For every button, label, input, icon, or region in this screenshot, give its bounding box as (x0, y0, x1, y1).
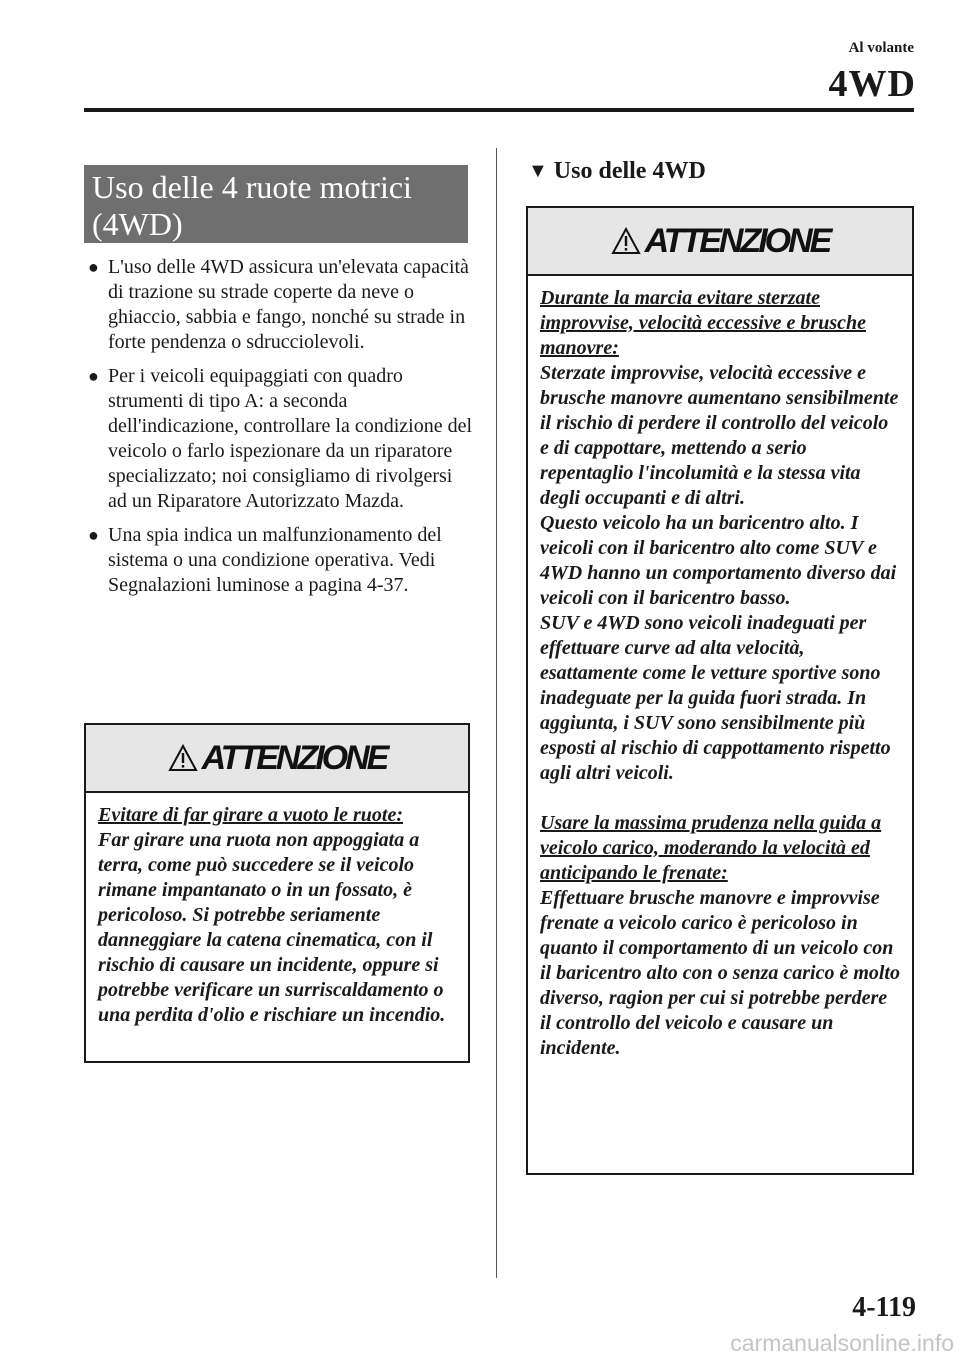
paragraph-gap (540, 786, 900, 811)
warning-box-left (84, 723, 470, 1063)
list-item-text: L'uso delle 4WD assicura un'elevata capacità di trazione su strade coperte da neve o ghiaccio, sabbia e fango, nonché su strade in forte pendenza o sdrucciolevoli. (108, 256, 469, 353)
bullet-icon: ● (88, 525, 99, 545)
warning-header (86, 725, 468, 793)
subsection-title-text: Uso delle 4WD (553, 158, 706, 184)
warning-title: ATTENZIONE (201, 738, 387, 777)
list-item-text: Una spia indica un malfunzionamento del sistema o una condizione operativa. Vedi Segnalazioni luminose a pagina 4-37. (108, 524, 442, 596)
warning-text: Questo veicolo ha un baricentro alto. I veicoli con il baricentro alto come SUV e 4WD hanno un comportamento diverso dai veicoli con il baricentro basso. (540, 512, 897, 609)
warning-title: ATTENZIONE (644, 221, 830, 260)
list-item (84, 364, 474, 514)
list-item (84, 255, 474, 355)
warning-heading: Durante la marcia evitare sterzate improvvise, velocità eccessive e brusche manovre: (540, 287, 866, 359)
warning-triangle-icon (168, 744, 198, 772)
warning-header (528, 208, 912, 276)
triangle-down-icon: ▼ (528, 160, 548, 182)
warning-text: SUV e 4WD sono veicoli inadeguati per effettuare curve ad alta velocità, esattamente come le vetture sportive sono inadeguate per la guida fuori strada. In aggiunta, i SUV sono sensibilmente più esposti al rischio di cappottamento rispetto agli altri veicoli. (540, 612, 891, 784)
warning-heading: Usare la massima prudenza nella guida a veicolo carico, moderando la velocità ed anticipando le frenate: (540, 812, 882, 884)
subsection-title (528, 158, 706, 185)
section-banner-line2: (4WD) (92, 206, 183, 242)
bullet-list (84, 255, 474, 607)
warning-box-right (526, 206, 914, 1175)
bullet-icon: ● (88, 366, 99, 386)
column-divider (496, 148, 497, 1278)
section-banner (84, 165, 468, 243)
list-item (84, 523, 474, 598)
warning-triangle-icon (611, 227, 641, 255)
watermark: carmanualsonline.info (730, 1330, 954, 1356)
warning-body (528, 276, 912, 1061)
header-rule (84, 108, 914, 112)
header-section-label: Al volante (848, 40, 914, 56)
section-banner-line1: Uso delle 4 ruote motrici (92, 169, 412, 205)
warning-text: Effettuare brusche manovre e improvvise frenate a veicolo carico è pericoloso in quanto il comportamento di un veicolo con il baricentro alto con o senza carico è molto diverso, ragion per cui si potrebbe perdere il controllo del veicolo e causare un incidente. (540, 887, 900, 1059)
warning-text: Sterzate improvvise, velocità eccessive e brusche manovre aumentano sensibilmente il rischio di perdere il controllo del veicolo e di cappottare, mettendo a serio repentaglio l'incolumità e la stessa vita degli occupanti e di altri. (540, 362, 899, 509)
warning-text: Far girare una ruota non appoggiata a terra, come può succedere se il veicolo rimane impantanato o in un fossato, è pericoloso. Si potrebbe seriamente danneggiare la catena cinematica, con il rischio di causare un incidente, oppure si potrebbe verificare un surriscaldamento o una perdita d'olio e rischiare un incendio. (98, 829, 446, 1026)
header-chapter-title: 4WD (828, 63, 916, 105)
list-item-text: Per i veicoli equipaggiati con quadro strumenti di tipo A: a seconda dell'indicazione, controllare la condizione del veicolo o farlo ispezionare da un riparatore specializzato; noi consigliamo di rivolgersi ad un Riparatore Autorizzato Mazda. (108, 365, 473, 512)
warning-heading: Evitare di far girare a vuoto le ruote: (98, 804, 403, 826)
page-number: 4-119 (852, 1292, 916, 1323)
warning-body (86, 793, 468, 1028)
bullet-icon: ● (88, 257, 99, 277)
